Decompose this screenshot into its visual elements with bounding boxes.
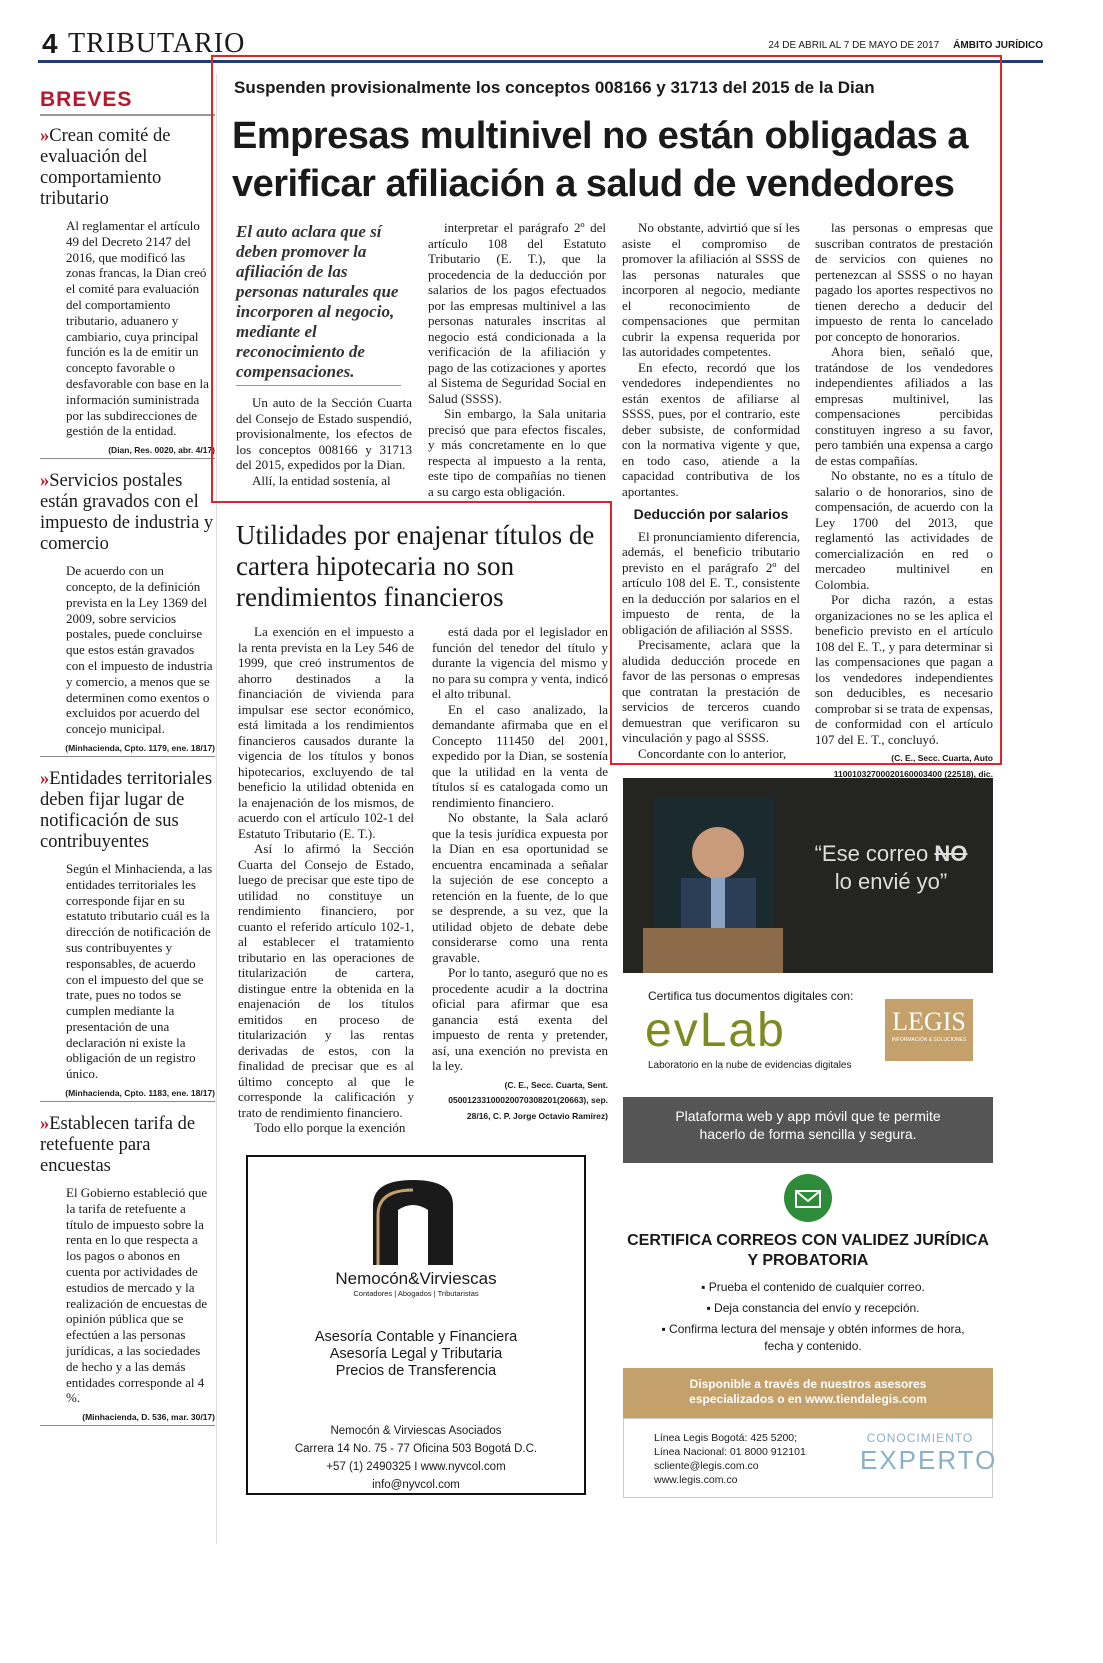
nyv-address: Carrera 14 No. 75 - 77 Oficina 503 Bogotá D.C. <box>294 1443 538 1455</box>
article-col-3-bottom <box>622 529 800 762</box>
breves-column <box>40 88 215 1438</box>
brief-source: (Dian, Res. 0020, abr. 4/17) <box>40 445 215 459</box>
brief-arrow-icon: » <box>40 768 50 789</box>
ad-cert-panel <box>623 1163 993 1373</box>
brief-heading <box>40 1114 215 1177</box>
masthead-dates: 24 DE ABRIL AL 7 DE MAYO DE 2017 <box>768 40 940 51</box>
mail-check-icon <box>783 1173 833 1223</box>
nyv-contact <box>248 1422 584 1494</box>
nyv-logo-icon <box>368 1175 458 1270</box>
brief-heading <box>40 126 215 210</box>
ad-conocimiento: CONOCIMIENTO <box>866 1431 974 1445</box>
bullet-item: ▪ Deja constancia del envío y recepción. <box>706 1301 920 1315</box>
breves-title: BREVES <box>40 88 215 116</box>
contact-line[interactable]: scliente@legis.com.co <box>654 1460 759 1472</box>
brief-body: Según el Minhacienda, a las entidades territoriales les corresponde fijar en su estatuto tributario cuál es la dirección de notificación de sus contribuyentes y responsables, de acuerdo con el impuesto del que se trate, pues no todos se cumplen mediante la presentación de una declaración ni existe la obligación de un registro único. <box>66 860 213 1082</box>
nyv-company: Nemocón & Virviescas Asociados <box>330 1425 502 1437</box>
paragraph: Concordante con lo anterior, <box>638 745 787 761</box>
contact-line[interactable]: www.legis.com.co <box>654 1474 738 1486</box>
brief-source: (Minhacienda, Cpto. 1183, ene. 18/17) <box>40 1088 215 1102</box>
page-number: 4 <box>42 28 58 59</box>
ad-quote-line1: “Ese correo <box>814 841 929 866</box>
contact-line[interactable]: Línea Nacional: 01 8000 912101 <box>654 1446 806 1458</box>
article-col-3-top <box>622 220 800 499</box>
ad-photo-panel <box>623 778 993 973</box>
paragraph: Ahora bien, señaló que, tratándose de los vendedores independientes afiliados a las empresas multinivel, las compensaciones percibidas constituyen ingreso a su favor, pero también una expensa a cargo de estas compañías. <box>815 344 993 468</box>
article-kicker: Suspenden provisionalmente los conceptos 008166 y 31713 del 2015 de la Dian <box>234 78 875 97</box>
nyv-ad[interactable] <box>246 1155 586 1495</box>
legis-logo-text: LEGIS <box>892 1007 966 1036</box>
nyv-tagline: Contadores | Abogados | Tributaristas <box>353 1289 479 1298</box>
article-col-3 <box>622 220 800 761</box>
paragraph: está dada por el legislador en función del tenedor del título y durante la vigencia del mismo y no para su compra y venta, indicó el alto tribunal. <box>432 624 608 701</box>
paragraph: El pronunciamiento diferencia, además, el beneficio tributario previsto en el parágrafo 2º del artículo 108 del E. T., consistente en la deducción por salarios en el impuesto de renta, de la obligación de afiliación al SSSS. <box>622 528 800 637</box>
article-col-4 <box>815 220 993 798</box>
paragraph: interpretar el parágrafo 2º del artículo 108 del Estatuto Tributario (E. T.), que la procedencia de la deducción por salarios de los pagos efectuados por las empresas multinivel a las personas naturales inscritas al negocio está condicionada a la verificación de la afiliación y pago de las cotizaciones y aportes al Sistema de Seguridad Social en Salud (SSSS). <box>428 220 606 406</box>
highlight-box-edge <box>1000 55 1002 765</box>
contact-line[interactable]: Línea Legis Bogotá: 425 5200; <box>654 1432 798 1444</box>
section-title: TRIBUTARIO <box>68 28 246 59</box>
publication-name: ÁMBITO JURÍDICO <box>953 40 1043 51</box>
paragraph: No obstante, advirtió que sí les asiste el compromiso de promover la afiliación al SSSS de las personas naturales que incorporen al negocio, mediante el reconocimiento de compensaciones que permitan cubrir la expensa requerida por las autoridades competentes. <box>622 220 800 359</box>
bullet-item: ▪ Confirma lectura del mensaje y obtén informes de hora, fecha y contenido. <box>661 1322 965 1353</box>
nyv-services <box>248 1329 584 1380</box>
paragraph: No obstante, no es a título de salario o de honorarios, sino de compensación, de acuerdo con la Ley 1700 del 2013, que reglamentó las actividades de comercialización en red o mercadeo multinivel en Colombia. <box>815 468 993 592</box>
brief-arrow-icon: » <box>40 1114 50 1135</box>
ad-quote-line2: lo envié yo” <box>834 869 948 894</box>
brief-source: (Minhacienda, D. 536, mar. 30/17) <box>40 1412 215 1426</box>
paragraph: No obstante, la Sala aclaró que la tesis jurídica expuesta por la Dian en esa oportunidad se encuentra encaminada a señalar la sujeción de ese concepto a retención en la fuente, de lo que se desprende, a su vez, que la utilidad objeto de debate debe considerarse como una renta gravable. <box>432 810 608 965</box>
second-source: (C. E., Secc. Cuarta, Sent. 05001233100020070308201(20663), sep. 28/16, C. P. Jorge Octavio Ramírez) <box>448 1079 608 1121</box>
brief-arrow-icon: » <box>40 126 50 146</box>
ad-cert-title: CERTIFICA CORREOS CON VALIDEZ JURÍDICA Y PROBATORIA <box>627 1232 989 1269</box>
article-headline: Empresas multinivel no están obligadas a verificar afiliación a salud de vendedores <box>232 115 969 205</box>
article-col-2 <box>428 220 606 499</box>
article-col-1 <box>236 395 412 488</box>
ad-contact-panel <box>623 1418 998 1498</box>
paragraph: En el caso analizado, la demandante afirmaba que en el Concepto 111450 del 2001, expedido por la Dian, se sostenía que la utilidad en la venta de títulos sí es catalogada como un rendimiento financiero. <box>432 701 608 810</box>
breves-list <box>40 126 215 1426</box>
brief-source: (Minhacienda, Cpto. 1179, ene. 18/17) <box>40 743 215 757</box>
article-subhead: Deducción por salarios <box>633 506 789 522</box>
paragraph: Un auto de la Sección Cuarta del Consejo de Estado suspendió, provisionalmente, los efectos de los conceptos 008166 y 31713 del 2015, expedidos por la Dian. <box>236 395 412 472</box>
service-line: Asesoría Contable y Financiera <box>314 1329 518 1345</box>
ad-platform-text: Plataforma web y app móvil que te permite hacerlo de forma sencilla y segura. <box>623 1097 993 1163</box>
brief-body: De acuerdo con un concepto, de la definición prevista en la Ley 1369 del 2009, sobre servicios postales, puede concluirse que estos están gravados con el impuesto de industria y comercio, a menos que se determinen como exentos o excluidos por acuerdo del concejo municipal. <box>66 563 213 737</box>
brief-heading <box>40 769 215 853</box>
nyv-phone[interactable]: +57 (1) 2490325 I www.nyvcol.com <box>326 1461 506 1473</box>
paragraph: En efecto, recordó que los vendedores independientes no están exentos de afiliarse al SSSS, pues, por el contrario, este deber subsiste, de conformidad con la normativa vigente y que, en todo caso, atiende a la capacidad contributiva de los aportantes. <box>622 359 800 499</box>
brief-heading <box>40 471 215 555</box>
paragraph: La exención en el impuesto a la renta prevista en la Ley 546 de 1999, que creó instrumentos de ahorro destinados a la financiación de vivienda para impulsar ese sector económico, está limitada a los rendimientos financieros causados durante la vigencia de los títulos y bonos hipotecarios, excluyendo de tal beneficio la utilidad obtenida en la enajenación de los mismos, de acuerdo con el artículo 102-1 del Estatuto Tributario (E. T.). <box>238 624 414 841</box>
nyv-email[interactable]: info@nyvcol.com <box>372 1479 460 1491</box>
article-source: (C. E., Secc. Cuarta, Auto 11001032700020160003400 (22518), dic. <box>833 753 993 779</box>
paragraph: Sin embargo, la Sala unitaria precisó que para efectos fiscales, y más concretamente en lo que respecta al impuesto a la renta, este tipo de compañías no tienen a su cargo esta obligación. <box>428 406 606 499</box>
ad-quote-no: NO <box>934 841 968 866</box>
ad-certifica: Certifica tus documentos digitales con: <box>648 989 854 1003</box>
ad-bullets <box>658 1279 968 1359</box>
second-col-1 <box>238 624 414 1136</box>
evlab-tagline: Laboratorio en la nube de evidencias digitales <box>648 1060 852 1071</box>
service-line: Precios de Transferencia <box>335 1363 497 1379</box>
second-col-2-body <box>432 624 608 1074</box>
paragraph: Por dicha razón, a estas organizaciones no se les aplica el beneficio previsto en el artículo 108 del E. T., y para determinar si las compensaciones que pagan a los vendedores independientes son deducibles, es necesario comprobar si se trata de expensas, de conformidad con el artículo 107 del E. T., concluyó. <box>815 592 993 747</box>
brief-body: Al reglamentar el artículo 49 del Decreto 2147 del 2016, que modificó las zonas francas, la Dian creó el comité para evaluación del comportamiento tributario, aduanero y cambiario, cuya principal función es la de emitir un concepto favorable o desfavorable con base en la información suministrada por las subdirecciones de gestión de la entidad. <box>66 218 209 439</box>
brief-heading-text: Servicios postales están gravados con el impuesto de industria y comercio <box>40 471 214 555</box>
evlab-logo: evLab <box>645 1004 786 1057</box>
paragraph: Así lo afirmó la Sección Cuarta del Consejo de Estado, luego de precisar que este tipo de utilidad no constituye un rendimiento financiero, por cuanto el referido artículo 102-1, al establecer el tratamiento tributario en las operaciones de titularización de cartera, distingue entre la obtenida en la enajenación de los títulos emitidos en proceso de titularización y las rentas derivadas de estos, con la finalidad de precisar que es al último concepto al que le corresponde la calificación y trato de rendimiento financiero. <box>238 841 414 1120</box>
brief-heading-text: Entidades territoriales deben fijar lugar de notificación de sus contribuyentes <box>40 768 213 852</box>
article-col-4-body <box>815 220 993 747</box>
bullet-item: ▪ Prueba el contenido de cualquier correo. <box>701 1280 925 1294</box>
second-headline: Utilidades por enajenar títulos de cartera hipotecaria no son rendimientos financieros <box>236 520 595 612</box>
second-col-2 <box>432 624 608 1124</box>
ad-conocimiento-experto <box>860 1431 998 1476</box>
paragraph: Por lo tanto, aseguró que no es procedente acudir a la doctrina oficial para afirmar que esa ganancia está exenta del impuesto de renta y pretender, así, una exención no prevista en la ley. <box>432 965 608 1073</box>
brief-heading-text: Crean comité de evaluación del comportamiento tributario <box>40 126 171 209</box>
paragraph: Todo ello porque la exención <box>254 1120 406 1135</box>
ad-experto: EXPERTO <box>860 1445 998 1475</box>
ad-quote <box>791 840 991 896</box>
brief-body: El Gobierno estableció que la tarifa de retefuente a título de impuesto sobre la renta en lo que respecta a los pagos o abonos en cuenta por actividades de estudios de mercado y la realización de encuestas de opinión pública que se efectúen a las personas jurídicas, a las sociedades de hecho y a las demás entidades corresponde al 4 %. <box>66 1185 208 1406</box>
brief-heading-text: Establecen tarifa de retefuente para encuestas <box>40 1114 196 1177</box>
ad-availability[interactable]: Disponible a través de nuestros asesores especializados o en www.tiendalegis.com <box>623 1368 993 1418</box>
highlight-box-edge <box>610 501 612 765</box>
brief-arrow-icon: » <box>40 471 50 492</box>
article-lead: El auto aclara que sí deben promover la afiliación de las personas naturales que incorporen al negocio, mediante el reconocimiento de compensaciones. <box>236 222 399 381</box>
paragraph: Allí, la entidad sostenía, al <box>252 472 391 488</box>
lead-rule <box>236 385 401 386</box>
nyv-name: Nemocón&Virviescas <box>335 1269 497 1288</box>
legis-logo-sub: INFORMACIÓN & SOLUCIONES <box>891 1037 967 1043</box>
legis-logo <box>885 999 973 1061</box>
ad-contact-lines[interactable] <box>654 1431 806 1487</box>
service-line: Asesoría Legal y Tributaria <box>329 1346 503 1362</box>
legis-ad[interactable] <box>623 778 998 1498</box>
highlight-box-edge <box>211 501 611 503</box>
masthead-info <box>768 40 1043 51</box>
paragraph: las personas o empresas que suscriban contratos de prestación de servicios con quienes no pertenezcan al SSSS o no hayan pagado los aportes respectivos no tienen derecho a deducir del impuesto de renta lo cancelado por concepto de honorarios. <box>815 220 993 344</box>
paragraph: Precisamente, aclara que la aludida deducción procede en favor de las personas o empresas que contratan la prestación de servicios de terceros cuando demuestran que verificaron su vinculación y pago al SSSS. <box>622 637 800 745</box>
